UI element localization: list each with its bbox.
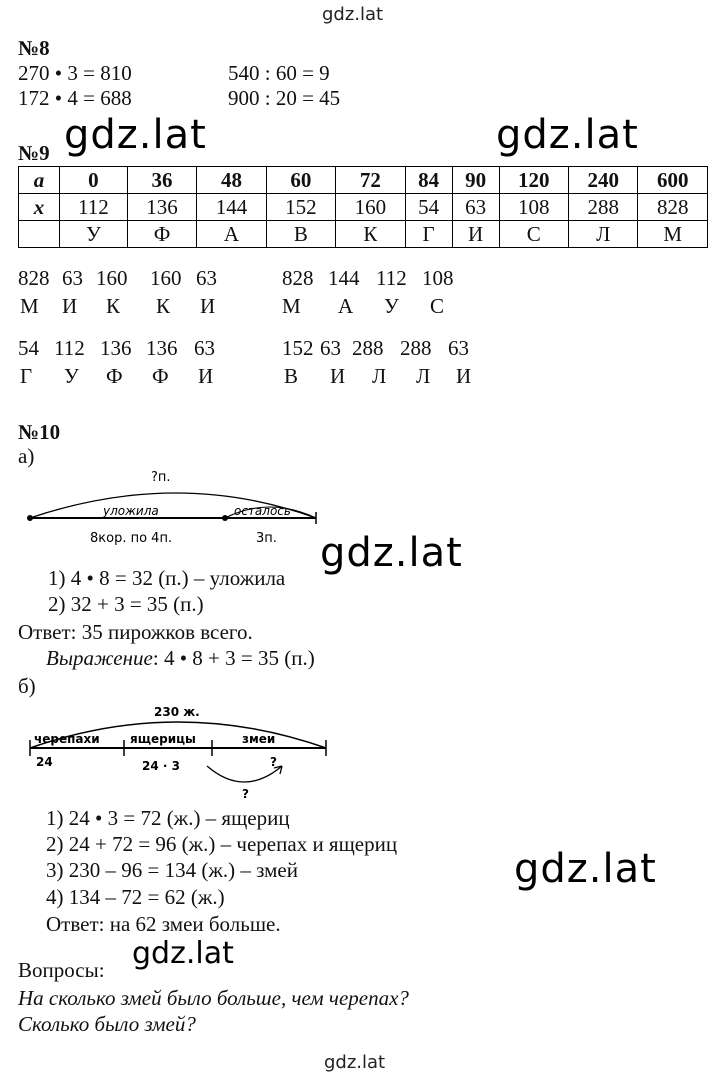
question-1: На сколько змей было больше, чем черепах?: [18, 986, 409, 1010]
task-8-line-2-right: 900 : 20 = 45: [228, 86, 341, 110]
diagram-b-snakes-label: змеи: [242, 732, 276, 746]
task-8-title: №8: [18, 36, 50, 60]
x-cell: 144: [197, 194, 266, 221]
word-4-number: 288: [352, 336, 384, 360]
letter-cell: Ф: [127, 221, 196, 248]
part-b-step-4: 4) 134 – 72 = 62 (ж.): [46, 885, 225, 909]
word-4-number: 152: [282, 336, 314, 360]
word-4-number: 63: [448, 336, 469, 360]
word-1-letter: К: [156, 294, 171, 318]
diagram-b-lizards-label: ящерицы: [130, 732, 196, 746]
diagram-a-right-value: 3п.: [256, 531, 277, 546]
word-1-number: 63: [62, 266, 83, 290]
word-1-number: 160: [96, 266, 128, 290]
part-a-label: а): [18, 444, 35, 468]
word-4-number: 63: [320, 336, 341, 360]
word-1-number: 63: [196, 266, 217, 290]
letter-cell: М: [638, 221, 708, 248]
part-a-answer: Ответ: 35 пирожков всего.: [18, 620, 253, 644]
letter-cell: Г: [405, 221, 452, 248]
diagram-b-difference-label: ?: [242, 787, 249, 801]
word-1-number: 160: [150, 266, 182, 290]
word-1-letter: И: [200, 294, 216, 318]
word-3-number: 136: [146, 336, 178, 360]
x-cell: 288: [569, 194, 638, 221]
part-a-step-1: 1) 4 • 8 = 32 (п.) – уложила: [48, 566, 286, 590]
diagram-b-lizards-value: 24 · 3: [142, 759, 180, 773]
watermark-big-4: gdz.lat: [514, 846, 657, 892]
expression-value: : 4 • 8 + 3 = 35 (п.): [152, 646, 315, 670]
letter-cell: У: [60, 221, 128, 248]
word-2-number: 144: [328, 266, 360, 290]
watermark-top: gdz.lat: [322, 4, 384, 25]
a-cell: 240: [569, 167, 638, 194]
word-2-number: 108: [422, 266, 454, 290]
word-3-number: 63: [194, 336, 215, 360]
x-cell: 136: [127, 194, 196, 221]
word-2-letter: У: [384, 294, 399, 318]
letter-cell: С: [499, 221, 568, 248]
x-cell: 54: [405, 194, 452, 221]
diagram-a-right-label: осталось: [234, 504, 291, 518]
word-4-letter: И: [456, 364, 472, 388]
part-b-answer: Ответ: на 62 змеи больше.: [46, 912, 281, 936]
expression-label: Выражение: [46, 646, 153, 670]
task-9-table: [18, 166, 708, 248]
a-cell: 84: [405, 167, 452, 194]
a-cell: 120: [499, 167, 568, 194]
word-1-letter: М: [20, 294, 39, 318]
task-9-title: №9: [18, 141, 50, 165]
word-3-number: 54: [18, 336, 39, 360]
diagram-a-total-label: ?п.: [151, 470, 171, 485]
part-a-expression: [46, 646, 315, 670]
table-row-x: [19, 194, 708, 221]
questions-label: Вопросы:: [18, 958, 105, 982]
word-3-letter: Г: [20, 364, 33, 388]
question-2: Сколько было змей?: [18, 1012, 196, 1036]
watermark-mid: gdz.lat: [128, 936, 238, 971]
task-10-title: №10: [18, 420, 61, 444]
watermark-big-2: gdz.lat: [496, 112, 639, 158]
word-1-number: 828: [18, 266, 50, 290]
a-cell: 72: [336, 167, 405, 194]
watermark-big-3: gdz.lat: [320, 530, 463, 576]
letter-cell: Л: [569, 221, 638, 248]
letter-cell: К: [336, 221, 405, 248]
table-row-a: [19, 167, 708, 194]
word-3-letter: И: [198, 364, 214, 388]
x-cell: 108: [499, 194, 568, 221]
x-cell: 828: [638, 194, 708, 221]
word-2-letter: А: [338, 294, 354, 318]
word-2-number: 828: [282, 266, 314, 290]
word-3-letter: Ф: [106, 364, 123, 388]
x-cell: 152: [266, 194, 335, 221]
part-b-step-1: 1) 24 • 3 = 72 (ж.) – ящериц: [46, 806, 290, 830]
a-cell: 48: [197, 167, 266, 194]
word-2-number: 112: [376, 266, 407, 290]
a-cell: 600: [638, 167, 708, 194]
diagram-b-turtles-label: черепахи: [34, 732, 100, 746]
diagram-b-turtles-value: 24: [36, 755, 53, 769]
x-cell: 112: [60, 194, 128, 221]
table-row-letters: [19, 221, 708, 248]
word-4-letter: В: [284, 364, 299, 388]
task-8-line-1-left: 270 • 3 = 810: [18, 61, 132, 85]
watermark-big-1: gdz.lat: [60, 112, 211, 158]
diagram-b-snakes-value: ?: [270, 755, 277, 769]
a-cell: 36: [127, 167, 196, 194]
word-3-letter: Ф: [152, 364, 169, 388]
word-2-letter: М: [282, 294, 301, 318]
row-label-empty: [19, 221, 60, 248]
diagram-b-total-label: 230 ж.: [154, 705, 200, 719]
letter-cell: И: [452, 221, 499, 248]
part-a-step-2: 2) 32 + 3 = 35 (п.): [48, 592, 204, 616]
watermark-bottom: gdz.lat: [324, 1052, 386, 1073]
a-cell: 0: [60, 167, 128, 194]
word-4-letter: И: [330, 364, 346, 388]
part-b-step-3: 3) 230 – 96 = 134 (ж.) – змей: [46, 858, 298, 882]
word-1-letter: И: [62, 294, 78, 318]
word-2-letter: С: [430, 294, 445, 318]
word-3-letter: У: [64, 364, 79, 388]
row-label-a: a: [19, 167, 60, 194]
word-1-letter: К: [106, 294, 121, 318]
part-b-step-2: 2) 24 + 72 = 96 (ж.) – черепах и ящериц: [46, 832, 398, 856]
word-4-letter: Л: [416, 364, 431, 388]
diagram-a-left-label: уложила: [103, 504, 159, 518]
word-4-letter: Л: [372, 364, 387, 388]
part-b-label: б): [18, 674, 36, 698]
task-8-line-1-right: 540 : 60 = 9: [228, 61, 330, 85]
row-label-x: x: [19, 194, 60, 221]
task-8-line-2-left: 172 • 4 = 688: [18, 86, 132, 110]
a-cell: 90: [452, 167, 499, 194]
diagram-a-left-value: 8кор. по 4п.: [90, 531, 173, 546]
diagram-b: [24, 700, 334, 804]
word-4-number: 288: [400, 336, 432, 360]
word-3-number: 136: [100, 336, 132, 360]
letter-cell: В: [266, 221, 335, 248]
x-cell: 160: [336, 194, 405, 221]
a-cell: 60: [266, 167, 335, 194]
x-cell: 63: [452, 194, 499, 221]
letter-cell: А: [197, 221, 266, 248]
diagram-a: [18, 462, 338, 548]
word-3-number: 112: [54, 336, 85, 360]
